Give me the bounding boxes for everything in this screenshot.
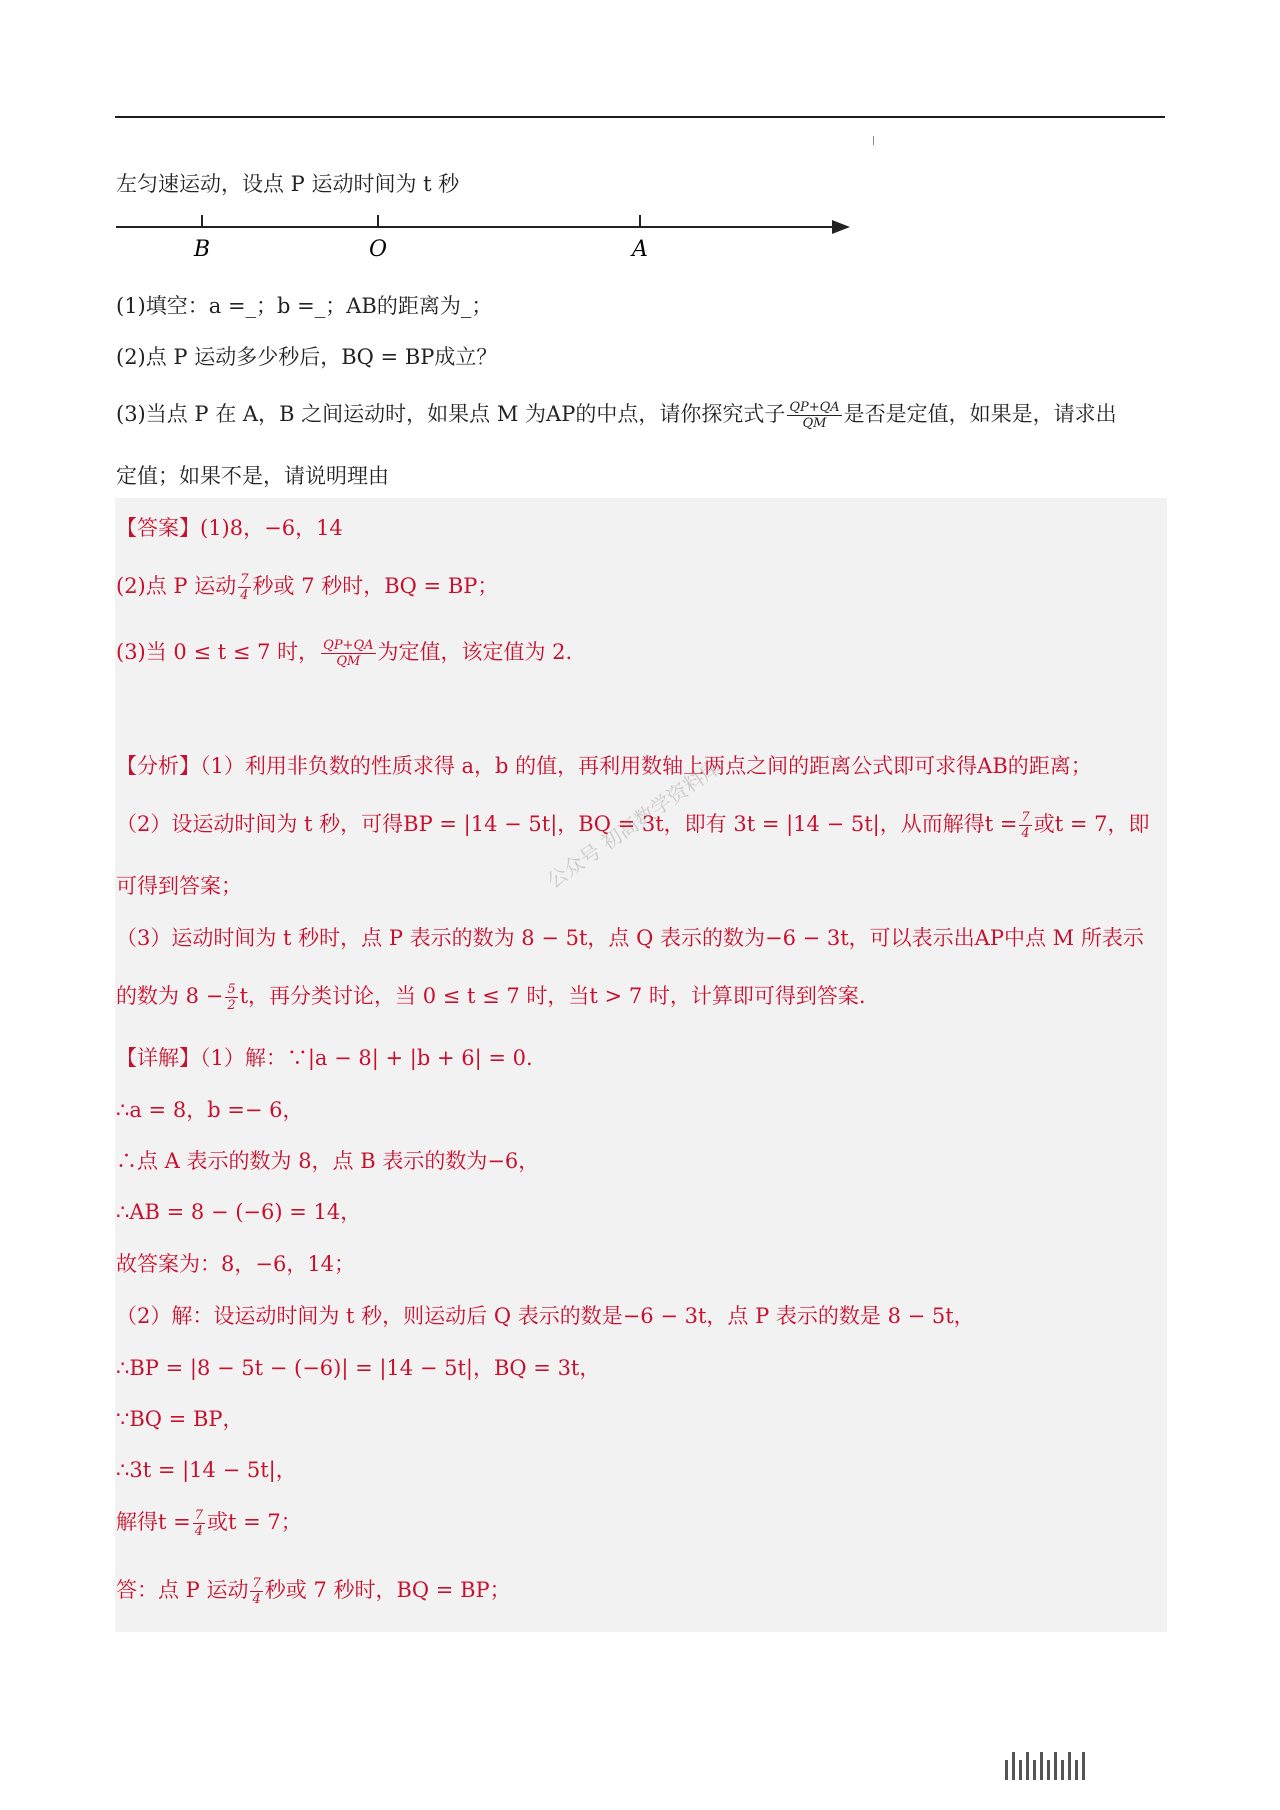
analysis-2: （2）设运动时间为 t 秒，可得BP = |14 − 5t|，BQ = 3t，即有 3t = |14 − 5t|，从而解得t = $\frac{7}{4}$ 或t = 7，即	[116, 810, 1150, 841]
detail-8: ∵BQ = BP，	[116, 1407, 244, 1431]
detail-6: （2）解：设运动时间为 t 秒，则运动后 Q 表示的数是−6 − 3t，点 P 表示的数是 8 − 5t，	[116, 1304, 975, 1328]
analysis-1: 【分析】（1）利用非负数的性质求得 a，b 的值，再利用数轴上两点之间的距离公式即可求得AB的距离；	[116, 754, 1092, 778]
answer-2: (2)点 P 运动 $\frac{7}{4}$ 秒或 7 秒时，BQ = BP；	[116, 572, 499, 603]
question-1: (1)填空：a =_；b =_；AB的距离为_；	[116, 294, 493, 318]
watermark: 公众号 初高数学资料库	[542, 754, 726, 893]
answer-1: 【答案】(1)8，−6，14	[116, 516, 343, 540]
question-3: (3)当点 P 在 A，B 之间运动时，如果点 M 为AP的中点，请你探究式子 $\frac{QP+QA}{QM}$ 是否是定值，如果是，请求出	[116, 400, 1117, 431]
analysis-3-line2: 的数为 8 − $\frac{5}{2}$ t，再分类讨论，当 0 ≤ t ≤ 7 时，当t > 7 时，计算即可得到答案.	[116, 982, 866, 1013]
label-o: O	[368, 237, 388, 262]
detail-2: ∴a = 8，b =− 6，	[116, 1098, 304, 1122]
page-mark	[873, 136, 874, 145]
detail-5: 故答案为：8，−6，14；	[116, 1252, 356, 1276]
question-3-line2: 定值；如果不是，请说明理由	[116, 464, 389, 488]
question-2: (2)点 P 运动多少秒后，BQ = BP成立？	[116, 345, 498, 369]
intro-text: 左匀速运动，设点 P 运动时间为 t 秒	[116, 172, 460, 196]
label-b: B	[193, 237, 211, 262]
detail-9: ∴3t = |14 − 5t|，	[116, 1458, 297, 1482]
answer-3: (3)当 0 ≤ t ≤ 7 时， $\frac{QP+QA}{QM}$ 为定值，该定值为 2.	[116, 638, 573, 669]
detail-3: ∴点 A 表示的数为 8，点 B 表示的数为−6，	[116, 1149, 540, 1173]
analysis-2-line2: 可得到答案；	[116, 874, 242, 898]
detail-10: 解得t = $\frac{7}{4}$ 或t = 7；	[116, 1508, 302, 1539]
detail-11: 答：点 P 运动 $\frac{7}{4}$ 秒或 7 秒时，BQ = BP；	[116, 1576, 511, 1607]
header-rule	[115, 116, 1165, 118]
detail-4: ∴AB = 8 − (−6) = 14，	[116, 1200, 362, 1224]
detail-7: ∴BP = |8 − 5t − (−6)| = |14 − 5t|，BQ = 3t，	[116, 1356, 601, 1380]
label-a: A	[632, 237, 648, 262]
analysis-3: （3）运动时间为 t 秒时，点 P 表示的数为 8 − 5t，点 Q 表示的数为−6 − 3t，可以表示出AP中点 M 所表示	[116, 926, 1144, 950]
detail-1: 【详解】（1）解：∵|a − 8| + |b + 6| = 0.	[116, 1046, 533, 1070]
decorative-bars	[1005, 1752, 1085, 1780]
number-line	[110, 205, 850, 265]
fraction: $\frac{QP+QA}{QM}$	[789, 400, 840, 431]
